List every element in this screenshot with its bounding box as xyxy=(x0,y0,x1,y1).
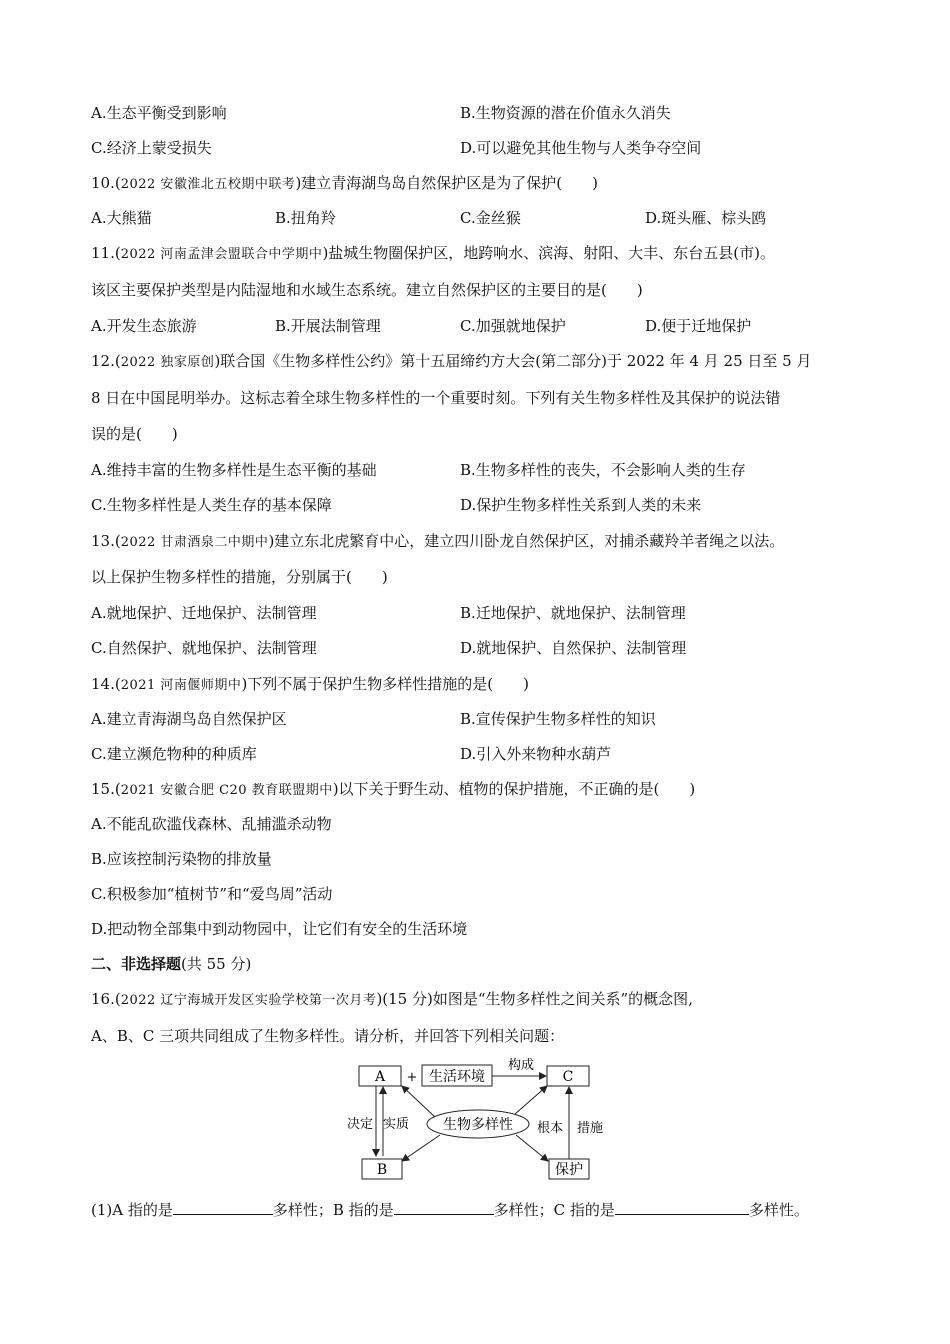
q10-option-a: A.大熊猫 xyxy=(91,209,152,227)
q12-option-c: C.生物多样性是人类生存的基本保障 xyxy=(91,496,332,514)
q12-number: 12.( xyxy=(91,352,121,370)
q9-option-b: B.生物资源的潜在价值永久消失 xyxy=(460,104,671,122)
answer-blank-a[interactable] xyxy=(173,1200,273,1215)
diagram-box-a-label: A xyxy=(374,1069,386,1085)
q13-number: 13.( xyxy=(91,532,121,550)
diagram-box-env-label: 生活环境 xyxy=(429,1069,485,1085)
q16-source: 2022 辽宁海城开发区实验学校第一次月考 xyxy=(120,993,377,1008)
section-heading xyxy=(91,954,251,974)
q13-option-d: D.就地保护、自然保护、法制管理 xyxy=(460,639,687,657)
q15-option-c: C.积极参加“植树节”和“爱鸟周”活动 xyxy=(91,885,333,903)
q11-stem-line1 xyxy=(91,243,775,265)
concept-diagram xyxy=(340,1055,620,1185)
q13-stem-line2: 以上保护生物多样性的措施，分别属于( ) xyxy=(91,568,388,586)
q13-option-c: C.自然保护、就地保护、法制管理 xyxy=(91,639,317,657)
q14-number: 14.( xyxy=(91,675,121,693)
q14-option-a: A.建立青海湖鸟岛自然保护区 xyxy=(91,710,287,728)
q12-source: 2022 独家原创 xyxy=(120,355,215,370)
q10-number: 10.( xyxy=(91,174,121,192)
q16-text-1: )(15 分)如图是“生物多样性之间关系”的概念图, xyxy=(376,990,693,1008)
q15-option-d: D.把动物全部集中到动物园中，让它们有安全的生活环境 xyxy=(91,920,468,938)
q10-text: )建立青海湖鸟岛自然保护区是为了保护( ) xyxy=(295,174,598,192)
q16-sub1-part2: 多样性；B 指的是 xyxy=(272,1201,394,1219)
q10-option-b: B.扭角羚 xyxy=(275,209,336,227)
q10-option-d: D.斑头雁、棕头鸥 xyxy=(645,209,767,227)
q11-text-1: )盐城生物圈保护区，地跨响水、滨海、射阳、大丰、东台五县(市)。 xyxy=(322,244,775,262)
q14-option-d: D.引入外来物种水葫芦 xyxy=(460,745,612,763)
q11-source: 2022 河南孟津会盟联合中学期中 xyxy=(120,247,323,262)
q12-option-a: A.维持丰富的生物多样性是生态平衡的基础 xyxy=(91,461,377,479)
q9-option-a: A.生态平衡受到影响 xyxy=(91,104,227,122)
q14-text: )下列不属于保护生物多样性措施的是( ) xyxy=(241,675,529,693)
diagram-box-protect-label: 保护 xyxy=(555,1162,583,1178)
diagram-label-root: 根本 xyxy=(536,1121,564,1136)
q10-option-c: C.金丝猴 xyxy=(460,209,521,227)
q9-option-c: C.经济上蒙受损失 xyxy=(91,139,212,157)
q16-stem-line2: A、B、C 三项共同组成了生物多样性。请分析，并回答下列相关问题： xyxy=(91,1027,565,1045)
diagram-ellipse-label: 生物多样性 xyxy=(443,1117,513,1133)
q11-stem-line2: 该区主要保护类型是内陆湿地和水域生态系统。建立自然保护区的主要目的是( ) xyxy=(91,281,643,299)
q10-stem xyxy=(91,173,598,195)
q13-stem-line1 xyxy=(91,531,784,553)
section-score: (共 55 分) xyxy=(181,955,252,973)
q16-sub1 xyxy=(91,1200,809,1220)
q16-sub1-part4: 多样性。 xyxy=(748,1201,809,1219)
q14-option-b: B.宣传保护生物多样性的知识 xyxy=(460,710,656,728)
q13-source: 2022 甘肃酒泉二中期中 xyxy=(120,535,269,550)
q16-sub1-part3: 多样性；C 指的是 xyxy=(493,1201,615,1219)
q11-option-a: A.开发生态旅游 xyxy=(91,317,197,335)
q15-source: 2021 安徽合肥 C20 教育联盟期中 xyxy=(120,783,333,798)
diagram-label-form: 构成 xyxy=(507,1058,535,1073)
q15-number: 15.( xyxy=(91,780,121,798)
q12-text-1: )联合国《生物多样性公约》第十五届缔约方大会(第二部分)于 2022 年 4 月 25 日至 5 月 xyxy=(214,352,812,370)
q12-stem-line3: 误的是( ) xyxy=(91,425,178,443)
diagram-plus: + xyxy=(406,1070,418,1085)
q13-option-b: B.迁地保护、就地保护、法制管理 xyxy=(460,604,686,622)
q14-stem xyxy=(91,674,529,696)
q15-option-b: B.应该控制污染物的排放量 xyxy=(91,850,272,868)
diagram-box-b-label: B xyxy=(376,1162,388,1178)
q14-option-c: C.建立濒危物种的种质库 xyxy=(91,745,257,763)
diagram-arrow-to-a xyxy=(402,1086,435,1117)
q12-option-d: D.保护生物多样性关系到人类的未来 xyxy=(460,496,702,514)
q11-option-d: D.便于迁地保护 xyxy=(645,317,752,335)
diagram-arrow-to-b xyxy=(402,1135,440,1161)
answer-blank-b[interactable] xyxy=(394,1200,494,1215)
q16-stem-line1 xyxy=(91,989,693,1011)
section-title: 二、非选择题 xyxy=(91,955,182,973)
q15-stem xyxy=(91,779,695,801)
q12-stem-line1 xyxy=(91,351,812,373)
diagram-arrow-to-c xyxy=(515,1086,547,1114)
q9-option-d: D.可以避免其他生物与人类争夺空间 xyxy=(460,139,702,157)
q16-number: 16.( xyxy=(91,990,121,1008)
q10-source: 2022 安徽淮北五校期中联考 xyxy=(120,177,296,192)
answer-blank-c[interactable] xyxy=(615,1200,749,1215)
diagram-label-decide: 决定 xyxy=(346,1117,374,1132)
diagram-arrow-to-protect xyxy=(516,1135,548,1161)
q15-option-a: A.不能乱砍滥伐森林、乱捕滥杀动物 xyxy=(91,815,332,833)
q16-sub1-part1: (1)A 指的是 xyxy=(91,1201,173,1219)
q13-option-a: A.就地保护、迁地保护、法制管理 xyxy=(91,604,317,622)
q12-stem-line2: 8 日在中国昆明举办。这标志着全球生物多样性的一个重要时刻。下列有关生物多样性及其保护的说法错 xyxy=(91,389,781,407)
q14-source: 2021 河南偃师期中 xyxy=(120,678,242,693)
q11-option-c: C.加强就地保护 xyxy=(460,317,566,335)
q12-option-b: B.生物多样性的丧失，不会影响人类的生存 xyxy=(460,461,746,479)
diagram-box-c-label: C xyxy=(562,1069,574,1085)
diagram-label-essence: 实质 xyxy=(382,1117,410,1132)
q11-number: 11.( xyxy=(91,244,121,262)
diagram-label-measure: 措施 xyxy=(576,1121,604,1136)
q15-text: )以下关于野生动、植物的保护措施，不正确的是( ) xyxy=(332,780,696,798)
q11-option-b: B.开展法制管理 xyxy=(275,317,381,335)
q13-text-1: )建立东北虎繁育中心，建立四川卧龙自然保护区，对捕杀藏羚羊者绳之以法。 xyxy=(268,532,785,550)
